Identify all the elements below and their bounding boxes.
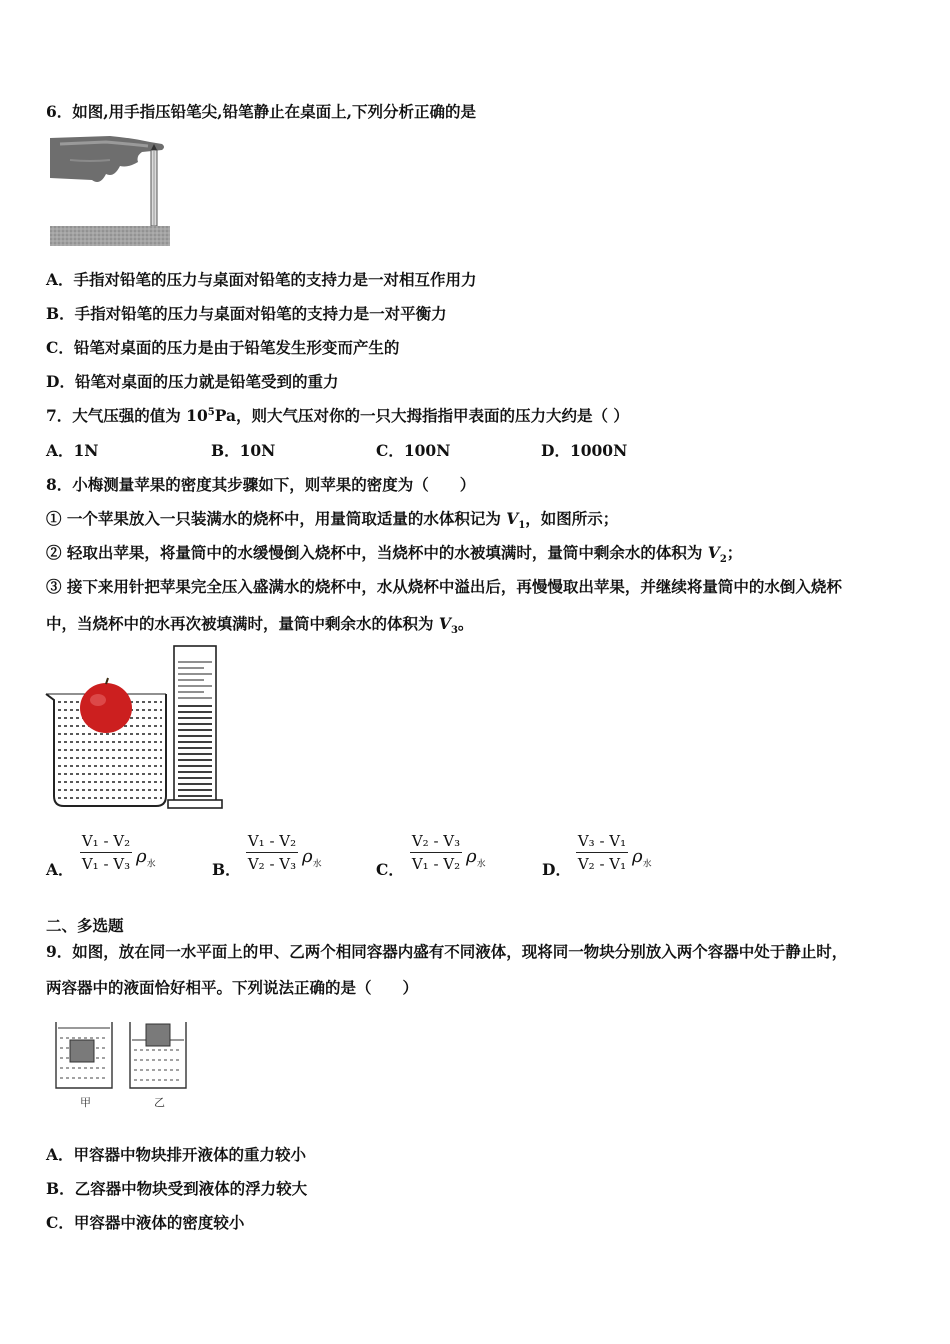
q8-step1 <box>46 509 619 532</box>
q8-step3-b: 。 <box>457 614 474 633</box>
q8-option-a-den: V₁ - V₃ <box>81 855 131 873</box>
q8-option-c-num: V₂ - V₃ <box>411 832 461 850</box>
q6-option-d[interactable]: D．铅笔对桌面的压力就是铅笔受到的重力 <box>46 372 339 391</box>
q8-option-b-fraction <box>244 830 300 875</box>
q9-option-a[interactable]: A．甲容器中物块排开液体的重力较小 <box>46 1145 307 1164</box>
q8-option-b-rho: $\rho_水$ <box>302 846 322 870</box>
q8-step2 <box>46 543 743 566</box>
q8-option-a-rho: $\rho_水$ <box>136 846 156 870</box>
q8-option-b-den: V₂ - V₃ <box>247 855 297 873</box>
q9-option-b[interactable]: B．乙容器中物块受到液体的浮力较大 <box>46 1179 308 1198</box>
q8-step3-sub: 3 <box>450 625 458 637</box>
q8-step2-sub: 2 <box>719 554 727 566</box>
q9-option-c[interactable]: C．甲容器中液体的密度较小 <box>46 1213 245 1232</box>
q9-stem-line2: 两容器中的液面恰好相平。下列说法正确的是（ ） <box>46 978 419 997</box>
q8-option-b-num: V₁ - V₂ <box>247 832 297 850</box>
q7-stem-sup: 5 <box>207 406 215 418</box>
q6-option-c[interactable]: C．铅笔对桌面的压力是由于铅笔发生形变而产生的 <box>46 338 400 357</box>
q8-option-b[interactable] <box>212 830 362 882</box>
q8-option-a-num: V₁ - V₂ <box>81 832 131 850</box>
q7-option-c[interactable]: C．100N <box>376 441 451 460</box>
q8-stem: 8．小梅测量苹果的密度其步骤如下，则苹果的密度为（ ） <box>46 475 476 494</box>
q8-apple-figure <box>44 644 224 810</box>
q8-option-d-num: V₃ - V₁ <box>577 832 627 850</box>
q8-option-d[interactable] <box>542 830 692 882</box>
q8-option-d-den: V₂ - V₁ <box>577 855 627 873</box>
q6-stem: 6．如图,用手指压铅笔尖,铅笔静止在桌面上,下列分析正确的是 <box>46 102 476 121</box>
q9-containers-figure <box>52 1018 192 1114</box>
q8-option-a-fraction <box>78 830 134 875</box>
q7-stem <box>46 406 629 426</box>
q7-option-b[interactable]: B．10N <box>211 441 276 460</box>
section-title-multi-choice: 二、多选题 <box>46 916 124 935</box>
q8-option-d-fraction <box>574 830 630 875</box>
q8-step2-v: V <box>707 543 720 562</box>
q7-option-a[interactable]: A．1N <box>46 441 99 460</box>
q7-options <box>46 441 746 461</box>
q8-step3-v: V <box>438 614 451 633</box>
q8-option-d-label: D． <box>542 860 571 879</box>
q9-label-yi: 乙 <box>154 1096 165 1109</box>
q6-option-a[interactable]: A．手指对铅笔的压力与桌面对铅笔的支持力是一对相互作用力 <box>46 270 477 289</box>
q8-step3-line1: ③ 接下来用针把苹果完全压入盛满水的烧杯中，水从烧杯中溢出后，再慢慢取出苹果，并继续将量筒中的水倒入烧杯 <box>46 577 842 596</box>
q8-step2-b: ； <box>726 543 743 562</box>
q8-option-a-label: A． <box>46 860 74 879</box>
q8-option-c-den: V₁ - V₂ <box>411 855 461 873</box>
q8-step1-a: ① 一个苹果放入一只装满水的烧杯中，用量筒取适量的水体积记为 <box>46 509 507 528</box>
q8-option-a[interactable] <box>46 830 196 882</box>
q6-option-b[interactable]: B．手指对铅笔的压力与桌面对铅笔的支持力是一对平衡力 <box>46 304 447 323</box>
q8-option-c-fraction <box>408 830 464 875</box>
q7-option-d[interactable]: D．1000N <box>541 441 628 460</box>
q8-option-d-rho: $\rho_水$ <box>632 846 652 870</box>
q8-option-c-rho: $\rho_水$ <box>466 846 486 870</box>
q7-stem-b: Pa，则大气压对你的一只大拇指指甲表面的压力大约是（ ） <box>214 406 629 425</box>
q9-label-jia: 甲 <box>80 1096 91 1109</box>
q9-stem-line1: 9．如图，放在同一水平面上的甲、乙两个相同容器内盛有不同液体，现将同一物块分别放入两个容器中处于静止时， <box>46 942 848 961</box>
q8-step1-b: ，如图所示； <box>525 509 619 528</box>
q8-option-c[interactable] <box>376 830 526 882</box>
q8-step1-v: V <box>506 509 519 528</box>
q8-step3-line2 <box>46 614 474 637</box>
q8-step3-a: 中，当烧杯中的水再次被填满时，量筒中剩余水的体积为 <box>46 614 439 633</box>
q8-option-b-label: B． <box>212 860 241 879</box>
q7-stem-a: 7．大气压强的值为 10 <box>46 406 208 425</box>
q8-step2-a: ② 轻取出苹果，将量筒中的水缓慢倒入烧杯中，当烧杯中的水被填满时，量筒中剩余水的体积为 <box>46 543 708 562</box>
q8-step1-sub: 1 <box>518 520 526 532</box>
q8-option-c-label: C． <box>376 860 404 879</box>
q6-pencil-figure <box>50 134 172 246</box>
